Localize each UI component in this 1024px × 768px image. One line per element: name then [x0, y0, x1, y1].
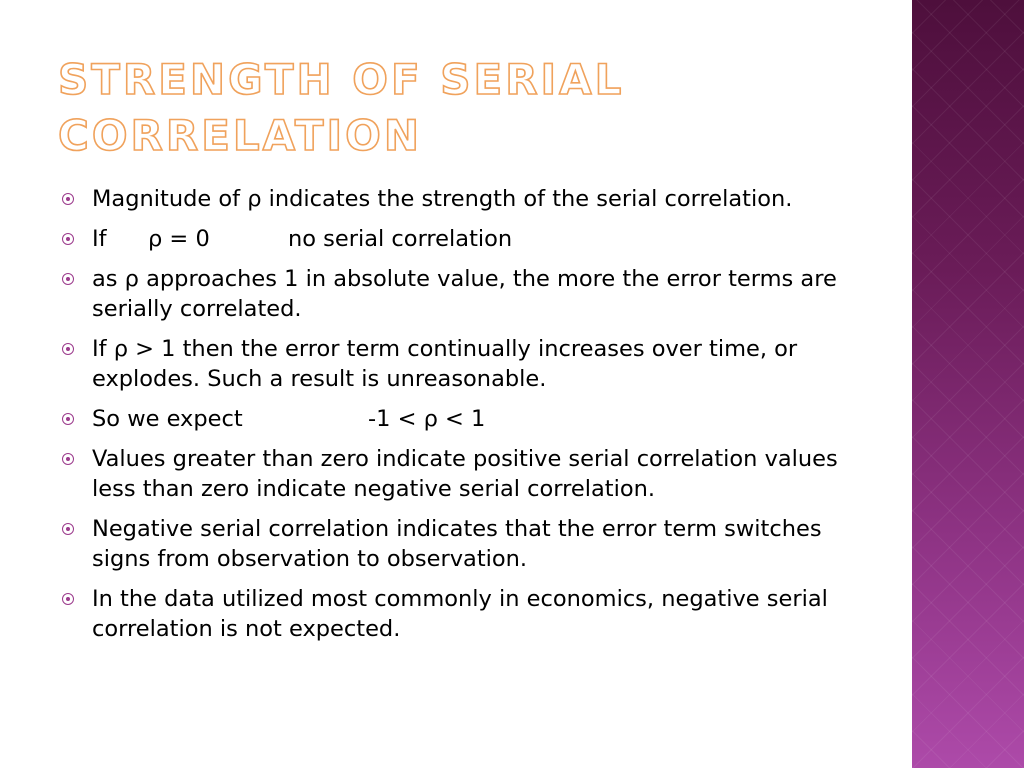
decorative-side-panel: [912, 0, 1024, 768]
bullet-icon: [62, 273, 74, 285]
bullet-text-part: ρ = 0: [148, 226, 210, 252]
bullet-item: [60, 264, 860, 324]
bullet-item: [60, 184, 860, 214]
bullet-text: Negative serial correlation indicates that the error term switches signs from observation to observation.: [92, 516, 822, 572]
bullet-icon: [62, 413, 74, 425]
slide-title: STRENGTH OF SERIAL CORRELATION: [58, 55, 625, 160]
bullet-icon: [62, 193, 74, 205]
bullet-icon: [62, 453, 74, 465]
bullet-text-part: So we expect: [92, 406, 243, 432]
bullet-text-part: -1 < ρ < 1: [368, 406, 486, 432]
bullet-icon: [62, 593, 74, 605]
bullet-text: Values greater than zero indicate positive serial correlation values less than zero indicate negative serial correlation.: [92, 446, 838, 502]
bullet-item: [60, 224, 860, 254]
bullet-text: If ρ > 1 then the error term continually increases over time, or explodes. Such a result is unreasonable.: [92, 336, 798, 392]
bullet-item: [60, 514, 860, 574]
bullet-item: [60, 334, 860, 394]
bullet-icon: [62, 343, 74, 355]
bullet-item: [60, 404, 860, 434]
bullet-item: [60, 444, 860, 504]
bullet-text-part: no serial correlation: [288, 226, 513, 252]
bullet-text-part: If: [92, 226, 107, 252]
bullet-text: as ρ approaches 1 in absolute value, the more the error terms are serially correlated.: [92, 266, 837, 322]
bullet-list: [60, 184, 860, 654]
bullet-text: In the data utilized most commonly in economics, negative serial correlation is not expected.: [92, 586, 828, 642]
bullet-text: Magnitude of ρ indicates the strength of the serial correlation.: [92, 186, 793, 212]
bullet-icon: [62, 523, 74, 535]
bullet-icon: [62, 233, 74, 245]
bullet-item: [60, 584, 860, 644]
